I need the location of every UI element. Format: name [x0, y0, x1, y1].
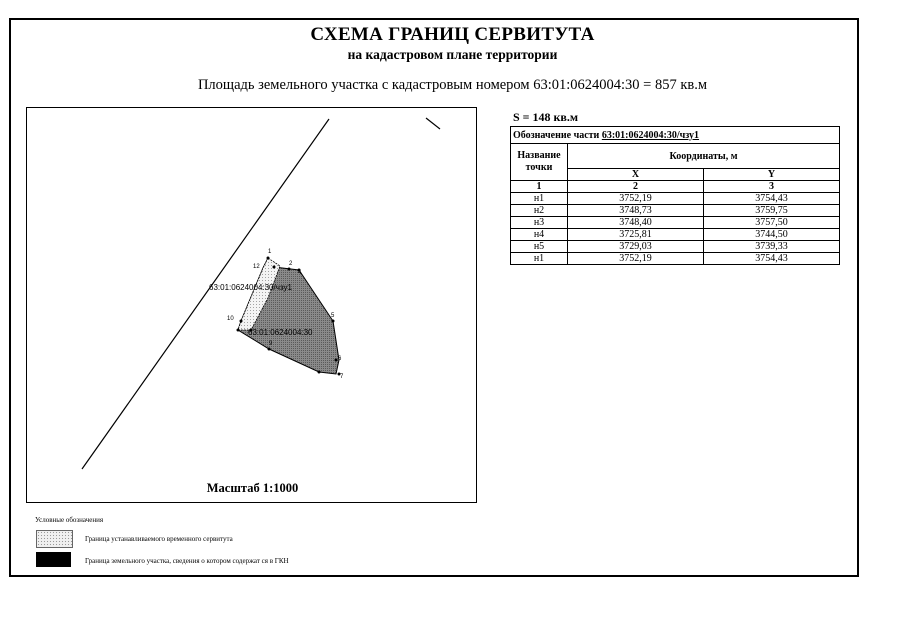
point-x: 3725,81 [568, 229, 704, 241]
point-label-10: 10 [227, 316, 234, 322]
col-header-y: Y [703, 169, 839, 181]
point-y: 3759,75 [703, 205, 839, 217]
table-row [511, 241, 840, 253]
point-y: 3754,43 [703, 193, 839, 205]
map-label-parcel: 63:01:0624004:30 [248, 328, 313, 337]
col-num-2: 2 [568, 181, 704, 193]
document-title: СХЕМА ГРАНИЦ СЕРВИТУТА [310, 24, 595, 45]
point-y: 3744,50 [703, 229, 839, 241]
point-label-9: 9 [269, 341, 273, 347]
point-label-5: 5 [331, 313, 335, 319]
point-label-7: 7 [340, 374, 344, 380]
point-x: 3752,19 [568, 253, 704, 265]
point-x: 3729,03 [568, 241, 704, 253]
point-y: 3754,43 [703, 253, 839, 265]
legend-servitude-swatch [36, 530, 73, 548]
point-label-3: 12 [253, 264, 260, 270]
coordinates-table [510, 126, 840, 265]
point-x: 3748,73 [568, 205, 704, 217]
part-label: Обозначение части [513, 129, 600, 141]
table-row [511, 193, 840, 205]
map-scale: Масштаб 1:1000 [206, 481, 299, 495]
legend-parcel-text: Граница земельного участка, сведения о котором содержат ся в ГКН [85, 557, 289, 565]
point-y: 3757,50 [703, 217, 839, 229]
col-header-name: Название точки [511, 144, 568, 181]
servitude-area: S = 148 кв.м [513, 110, 579, 124]
table-row [511, 229, 840, 241]
point-x: 3748,40 [568, 217, 704, 229]
point-name: н2 [511, 205, 568, 217]
point-name: н5 [511, 241, 568, 253]
point-label-1: 1 [268, 249, 272, 255]
point-y: 3739,33 [703, 241, 839, 253]
table-row [511, 205, 840, 217]
map-label-part: 63:01:0624004:30/чзу1 [209, 283, 292, 292]
document-subtitle: на кадастровом плане территории [347, 47, 558, 62]
col-header-coords: Координаты, м [568, 144, 840, 169]
point-name: н1 [511, 253, 568, 265]
point-label-4: 4 [298, 270, 302, 276]
point-name: н1 [511, 193, 568, 205]
road-line-short [426, 118, 440, 129]
point-x: 3752,19 [568, 193, 704, 205]
cadastral-map [26, 107, 477, 503]
point-label-6: 6 [338, 356, 342, 362]
col-header-x: X [568, 169, 704, 181]
point-name: н3 [511, 217, 568, 229]
table-row [511, 253, 840, 265]
map-drawing [27, 108, 477, 503]
part-designation-row [511, 127, 840, 144]
legend-servitude-text: Граница устанавливаемого временного сервитута [85, 535, 233, 543]
legend-title: Условные обозначения [35, 516, 104, 524]
table-row [511, 217, 840, 229]
point-label-2: 2 [289, 261, 293, 267]
area-statement: Площадь земельного участка с кадастровым номером 63:01:0624004:30 = 857 кв.м [197, 77, 708, 93]
col-num-3: 3 [703, 181, 839, 193]
part-id: 63:01:0624004:30/чзу1 [601, 129, 700, 141]
legend-parcel-swatch [36, 552, 71, 567]
point-name: н4 [511, 229, 568, 241]
col-num-1: 1 [511, 181, 568, 193]
